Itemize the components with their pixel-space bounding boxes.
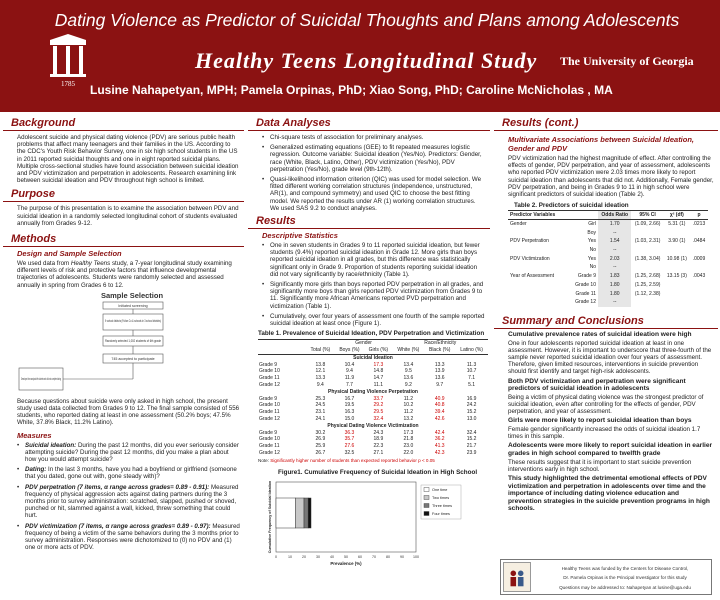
summary-text: One in four adolescents reported suicidal ideation at least in one assessment. However, it is important to underscore that three-fourth of the sample never reported suicidal ideation over four years of assessment. Therefore, given limited resources, interventions in suicide prevention should first identify and target high-risk adolescents. xyxy=(508,339,712,376)
table2-cell xyxy=(508,246,570,255)
table1-section-row: Physical Dating Violence Victimization xyxy=(327,422,419,429)
table2-cell: -- xyxy=(598,229,631,238)
table1-row: Grade 12 9.4 7.7 11.1 9.2 9.7 5.1 xyxy=(258,382,488,389)
table1-cell: 21.7 xyxy=(466,443,477,450)
table1-cell: 21.8 xyxy=(403,436,414,443)
summary-title: Summary and Conclusions xyxy=(494,315,718,329)
summary-body xyxy=(494,331,718,513)
measures-list xyxy=(17,442,240,552)
table1-cell: 27.6 xyxy=(344,443,355,450)
table1-cell: 11.2 xyxy=(403,409,414,416)
table2-cell: No xyxy=(589,264,596,271)
table2-cell: .0043 xyxy=(692,273,706,280)
table1-cell: 32.5 xyxy=(344,450,355,457)
table1-row: Grade 9 25.3 16.7 33.7 11.2 40.9 16.9 xyxy=(258,396,488,403)
flow-text-5: Developed from analysis left students who did not complete dating xyxy=(21,376,61,381)
table2-row xyxy=(508,219,708,228)
table2-cell: 2.03 xyxy=(598,255,631,264)
table1-row: Grade 12 26.7 32.5 27.1 22.0 42.3 23.9 xyxy=(258,450,488,457)
legend-label: Three times xyxy=(432,503,453,508)
analyses-list xyxy=(262,134,486,212)
table2-col-header xyxy=(570,211,598,220)
background-text: Adolescent suicide and physical dating violence (PDV) are serious public health problems that affect many teenagers and their families in the US. According to the CDC's Youth Risk Behavior Survey, one in six high school students in the US in 2011 reported suicidal thoughts and one in eight reported suicidal plans. Multiple cross-sectional studies have found association between suicidal ideation and PDV victimization and perpetration in adolescents. Research examining link between suicidal ideation and PDV throughout high school is limited. xyxy=(17,134,239,185)
x-tick-label: 10 xyxy=(288,554,292,559)
poster-subtitle: Healthy Teens Longitudinal Study xyxy=(195,48,538,73)
table2-cell: -- xyxy=(598,263,631,272)
x-tick-label: 80 xyxy=(386,554,390,559)
table2-cell xyxy=(631,298,663,307)
table1-cell: 17.3 xyxy=(403,429,414,436)
table2-cell xyxy=(664,298,690,307)
table2-cell xyxy=(690,298,708,307)
table1-cell: 9.4 xyxy=(345,368,353,375)
table2-col-header: p xyxy=(690,211,708,220)
table2-cell: 1.80 xyxy=(598,281,631,290)
table1-cell: 42.4 xyxy=(434,429,445,436)
table2-cell: 13.15 (3) xyxy=(666,273,687,280)
funding-line: Healthy Teens was funded by the Centers for Disease Control, xyxy=(561,566,689,571)
table2-cell: -- xyxy=(598,246,631,255)
table2-cell xyxy=(508,281,570,290)
purpose-title: Purpose xyxy=(3,188,244,202)
table1-cell: 35.7 xyxy=(344,436,355,443)
legend-swatch xyxy=(424,495,429,499)
table1-cell: 33.7 xyxy=(373,395,384,402)
table2-row xyxy=(508,237,708,246)
table1-cell: 9.4 xyxy=(316,382,324,389)
summary-text: Female gender significantly increased the odds of suicidal ideation 1.7 times in this sample. xyxy=(508,425,701,441)
table2 xyxy=(508,210,708,307)
x-tick-label: 100 xyxy=(413,554,419,559)
funding-box xyxy=(500,559,712,595)
table2-cell xyxy=(631,246,663,255)
legend-swatch xyxy=(424,511,429,515)
legend-swatch xyxy=(424,487,429,491)
flow-text-3: Randomly selected 1,002 students of 6th grade xyxy=(105,338,161,343)
table2-cell xyxy=(631,263,663,272)
table1-row: Grade 9 30.2 36.3 24.3 17.3 42.4 32.4 xyxy=(258,430,488,437)
table2-cell: Grade 9 xyxy=(577,273,596,280)
x-tick-label: 90 xyxy=(400,554,404,559)
table2-cell: Grade 11 xyxy=(575,290,596,297)
table2-cell xyxy=(664,263,690,272)
flowchart-title: Sample Selection xyxy=(100,290,164,300)
legend-label: Two times xyxy=(432,495,450,500)
table2-row xyxy=(508,298,708,307)
measure-item: • Dating: In the last 3 months, have you had a boyfriend or girlfriend (someone that you dated, gone out with, gone steady with)? xyxy=(17,466,240,480)
table2-cell: 1.83 xyxy=(598,272,631,281)
uga-arch-logo xyxy=(48,34,88,88)
measure-item: • PDV victimization (7 items, α range across grades= 0.89 - 0.97): Measured frequency of being a victim of the same behaviors during the 3 months prior to survey administration. Responses were dichotomized to (0) no PDV and (1) one or more acts of PDV. xyxy=(17,523,240,552)
table1-cell: 23.9 xyxy=(466,450,477,457)
table1-cell: 10.4 xyxy=(344,361,355,368)
table1-group-race: Race/Ethnicity xyxy=(393,340,488,347)
table2-cell xyxy=(690,229,708,238)
summary-heading: Cumulative prevalence rates of suicidal ideation were high xyxy=(508,330,692,338)
table2-cell xyxy=(631,229,663,238)
table1 xyxy=(258,339,488,457)
table1-cell: 42.6 xyxy=(434,416,445,423)
x-tick-label: 70 xyxy=(372,554,376,559)
table1-cell: 13.3 xyxy=(315,375,326,382)
descriptive-heading: Descriptive Statistics xyxy=(262,231,338,241)
table2-cell: (1.03, 2.31) xyxy=(634,238,661,245)
authors: Lusine Nahapetyan, MPH; Pamela Orpinas, PhD; Xiao Song, PhD; Caroline McNicholas , MA xyxy=(90,83,613,97)
table2-cell: PDV Victimization xyxy=(510,255,550,262)
table1-cell: 26.9 xyxy=(315,436,326,443)
result-item: • Significantly more girls than boys reported PDV perpetration in all grades, and significantly more boys than girls reported PDV victimization from Grades 9 to 11. Significantly more African Americans reported PVD perpetration and victimization (Table 1). xyxy=(262,281,486,310)
table1-title: Table 1. Prevalence of Suicidal Ideation, PDV Perpetration and Victimization xyxy=(258,330,485,338)
table2-cell: No xyxy=(589,247,596,254)
table1-row: Grade 12 24.1 15.0 32.4 13.2 42.6 13.0 xyxy=(258,416,488,423)
table2-col-header: Odds Ratio xyxy=(598,211,631,220)
table1-cell: 13.6 xyxy=(434,375,445,382)
table1-cell: 25.9 xyxy=(315,443,326,450)
table2-row xyxy=(508,263,708,272)
multivariate-text: PDV victimization had the highest magnitude of effect. After controlling the effects of gender, PDV perpetration, and year of assessment, adolescents who reported PDV victimization were 2.03 times more likely to report suicidal ideation than adolescents that did not. Additionally, Female gender, PDV perpetration, and being in Grades 9 to 11 in high school were significant predictors of suicidal ideation (Table 2). xyxy=(508,155,714,199)
table2-cell xyxy=(690,290,708,299)
table1-col-header: Girls (%) xyxy=(364,347,392,354)
table1-cell: 36.3 xyxy=(344,429,355,436)
table2-cell: (1.09, 2.66) xyxy=(634,220,661,227)
table2-cell: -- xyxy=(598,298,631,307)
table1-cell: 13.6 xyxy=(403,375,414,382)
pi-line: Dr. Pamela Orpinas is the Principal Investigator for this study xyxy=(563,575,687,580)
table2-cell xyxy=(508,298,570,307)
table2-cell xyxy=(508,229,570,238)
table1-cell: 11.2 xyxy=(403,395,414,402)
table2-cell xyxy=(508,263,570,272)
legend-label: One time xyxy=(432,487,448,492)
table1-cell: 29.2 xyxy=(373,402,384,409)
table2-cell: 1.54 xyxy=(598,237,631,246)
table2-row xyxy=(508,255,708,264)
analyses-title: Data Analyses xyxy=(248,117,490,131)
table1-cell: 11.3 xyxy=(466,361,477,368)
table1-group-gender: Gender xyxy=(335,340,393,347)
logo-year: 1785 xyxy=(61,80,75,88)
table1-col-header: Total (%) xyxy=(306,347,335,354)
bar-segment-one-time xyxy=(276,498,296,528)
results-list xyxy=(262,242,486,327)
x-tick-label: 40 xyxy=(330,554,334,559)
table1-cell: 27.1 xyxy=(373,450,384,457)
table1-cell: 13.9 xyxy=(434,368,445,375)
table1-cell: 16.3 xyxy=(344,409,355,416)
table1-cell: 29.5 xyxy=(373,409,384,416)
table1-cell: 39.4 xyxy=(434,409,445,416)
table2-cell: .0009 xyxy=(692,255,706,262)
table1-row: Grade 11 23.1 16.3 29.5 11.2 39.4 15.2 xyxy=(258,409,488,416)
table2-cell: (1.12, 2.38) xyxy=(634,290,661,297)
table2-cell xyxy=(690,246,708,255)
bar-segment-four-times xyxy=(308,498,311,528)
table2-cell: Girl xyxy=(588,220,596,227)
column-left xyxy=(3,117,244,597)
result-item: • Cumulatively, over four years of assessment one fourth of the sample reported suicidal ideation at least once (Figure 1). xyxy=(262,313,486,327)
x-tick-label: 50 xyxy=(344,554,348,559)
design-heading: Design and Sample Selection xyxy=(17,249,122,259)
figure1-chart xyxy=(262,478,490,568)
table1-cell: 30.2 xyxy=(315,429,326,436)
table1-cell: 9.5 xyxy=(404,368,412,375)
flow-text-1: Initiated screening xyxy=(118,303,148,308)
table2-cell: 3.90 (1) xyxy=(668,238,686,245)
table2-row xyxy=(508,229,708,238)
table1-cell: 10.2 xyxy=(403,402,414,409)
summary-heading: Both PDV victimization and perpetration were significant predictors of suicidal ideation in adolescents xyxy=(508,377,686,393)
design-text: We used data from Healthy Teens study, a 7-year longitudinal study examining different levels of risk and protective factors that influence developmental trajectories of adolescents. Students were randomly selected and assessed annually in spring from Grades 6 to 12. xyxy=(17,260,232,289)
table1-row: Grade 10 26.9 35.7 18.9 21.8 36.2 15.2 xyxy=(258,436,488,443)
table1-cell: 23.0 xyxy=(403,443,414,450)
table1-row: Grade 10 24.5 19.5 29.2 10.2 40.8 24.2 xyxy=(258,402,488,409)
table2-cell: Grade 10 xyxy=(575,281,596,288)
figure1-title: Figure1. Cumulative Frequency of Suicidal Ideation in High School xyxy=(278,468,478,476)
table1-col-header: Latino (%) xyxy=(455,347,488,354)
table1-section-row: Physical Dating Violence Perpetration xyxy=(328,388,418,395)
analysis-item: • Quasi-likelihood information criterion (QIC) was used for model selection. We fitted different working correlation structures (independence, unstructured, AR(1), and compound symmetry) and used QIC to choose the best fitting model. We reported the results under AR (1) working correlation structures. We used SAS 9.2 to conduct analyses. xyxy=(262,176,486,212)
summary-heading: This study highlighted the detrimental emotional effects of PDV victimization and perpetration in adolescents over time and the importance of including dating violence education and prevention strategies in the suicide prevention programs in high schools. xyxy=(508,474,710,513)
table2-cell xyxy=(664,246,690,255)
table2-row xyxy=(508,246,708,255)
table2-cell: 5.31 (1) xyxy=(668,220,686,227)
bar-segment-three-times xyxy=(304,498,308,528)
results-title: Results xyxy=(248,215,490,229)
table2-col-header: 95% CI xyxy=(631,211,663,220)
measures-heading: Measures xyxy=(17,430,52,440)
table1-cell: 16.7 xyxy=(344,395,355,402)
flow-text-2: 9 school districts (Fulton Co & schools in 3 school districts) xyxy=(105,318,161,323)
table1-cell: 40.8 xyxy=(434,402,445,409)
table2-cell: PDV Perpetration xyxy=(510,238,549,245)
table1-row: Grade 11 13.3 11.9 14.7 13.6 13.6 7.1 xyxy=(258,375,488,382)
table1-cell: 11.1 xyxy=(373,382,384,389)
table2-cell: .0213 xyxy=(692,220,706,227)
table1-cell: 41.3 xyxy=(434,443,445,450)
table2-cell: Boy xyxy=(587,229,596,236)
x-tick-label: 0 xyxy=(275,554,277,559)
y-axis-label: Cumulative Frequency of Suicidal Ideation xyxy=(268,480,272,554)
table2-cell: Grade 12 xyxy=(575,299,596,306)
table2-title: Table 2. Predictors of suicidal ideation xyxy=(514,202,629,210)
legend-label: Four times xyxy=(432,511,450,516)
table2-cell xyxy=(690,281,708,290)
background-title: Background xyxy=(3,117,244,131)
table1-cell: 24.2 xyxy=(466,402,477,409)
table1-cell: 7.1 xyxy=(468,375,476,382)
table1-cell: 17.3 xyxy=(373,361,384,368)
summary-heading: Adolescents were more likely to report suicidal ideation in earlier grades in high school compared to twelfth grade xyxy=(508,442,713,457)
sample-text: Because questions about suicide were only asked in high school, the present study used data collected from Grades 9 to 12. The final sample consisted of 556 students, who reported dating at least in one assessment (50.2% boys; 47.5% White, 37.8% Black, 11.2% Latino). xyxy=(17,397,240,427)
column-right xyxy=(494,117,718,597)
x-tick-label: 30 xyxy=(316,554,320,559)
table2-cell: 1.80 xyxy=(598,290,631,299)
x-axis-label: Prevalence (%) xyxy=(330,560,362,566)
x-tick-label: 20 xyxy=(302,554,306,559)
table1-cell: 9.7 xyxy=(436,382,444,389)
table1-cell: 13.3 xyxy=(434,361,445,368)
table1-cell: 24.3 xyxy=(373,429,384,436)
table1-section-row: Suicidal Ideation xyxy=(353,354,393,361)
table1-cell: 5.1 xyxy=(468,382,476,389)
measure-item: • Suicidal ideation: During the past 12 months, did you ever seriously consider attempting suicide? During the past 12 months, did you make a plan about how you would attempt suicide? xyxy=(17,442,240,464)
table1-cell: 24.5 xyxy=(315,402,326,409)
results-cont-title: Results (cont.) xyxy=(494,117,718,131)
table2-row xyxy=(508,272,708,281)
table2-cell: 1.70 xyxy=(598,219,631,228)
table1-cell: 13.4 xyxy=(403,361,414,368)
table1-cell: 13.0 xyxy=(466,416,477,423)
table1-note: Note: Significantly higher number of students than expected reported behavior p < 0.05 xyxy=(258,457,435,463)
summary-heading: Girls were more likely to report suicidal ideation than boys xyxy=(508,417,692,425)
summary-text: Being a victim of physical dating violence was the strongest predictor of suicidal ideation, even after controlling for the effects of gender, PDV perpetration, and year of assessment. xyxy=(508,393,704,416)
table2-cell: Gender xyxy=(510,220,527,227)
table2-col-header: Predictor Variables xyxy=(508,211,570,220)
table2-cell: (1.38, 3.04) xyxy=(634,255,661,262)
x-tick-label: 60 xyxy=(358,554,362,559)
analysis-item: • Chi-square tests of association for preliminary analyses. xyxy=(262,134,486,141)
table2-row xyxy=(508,281,708,290)
table2-cell: Year of Assessment xyxy=(510,273,555,280)
sample-selection-flowchart xyxy=(17,291,243,396)
table2-cell xyxy=(664,229,690,238)
university-name: The University of Georgia xyxy=(560,54,694,68)
table1-cell: 16.9 xyxy=(466,395,477,402)
table1-cell: 19.5 xyxy=(344,402,355,409)
table1-cell: 15.2 xyxy=(466,409,477,416)
table1-row: Grade 10 12.1 9.4 14.8 9.5 13.9 10.7 xyxy=(258,368,488,375)
table1-cell: 22.0 xyxy=(403,450,414,457)
table1-row: Grade 11 25.9 27.6 22.3 23.0 41.3 21.7 xyxy=(258,443,488,450)
table2-cell: (1.25, 2.68) xyxy=(634,273,661,280)
table1-cell: 40.9 xyxy=(434,395,445,402)
table1-cell: 42.3 xyxy=(434,450,445,457)
table1-cell: 36.2 xyxy=(434,436,445,443)
table1-col-header: Black (%) xyxy=(424,347,455,354)
table1-cell: 22.3 xyxy=(373,443,384,450)
table1-cell: 13.2 xyxy=(403,416,414,423)
table2-col-header: χ² (df) xyxy=(664,211,690,220)
healthy-teens-logo-icon xyxy=(503,562,531,592)
flow-text-4: 745 accepted to participate xyxy=(111,356,155,361)
table2-cell xyxy=(690,263,708,272)
table1-cell: 12.1 xyxy=(315,368,326,375)
legend-swatch xyxy=(424,503,429,507)
table1-cell: 25.3 xyxy=(315,395,326,402)
table1-cell: 18.9 xyxy=(373,436,384,443)
table1-row: Grade 9 13.8 10.4 17.3 13.4 13.3 11.3 xyxy=(258,362,488,369)
table1-cell: 32.4 xyxy=(466,429,477,436)
table1-col-header: Boys (%) xyxy=(335,347,364,354)
table1-cell: 10.7 xyxy=(466,368,477,375)
table1-cell: 7.7 xyxy=(345,382,353,389)
analysis-item: • Generalized estimating equations (GEE) to fit repeated measures logistic regression. Outcome variable: Suicidal ideation (Yes/No). Predictors: Gender, race (White, Black, Latino, Other), PDV victimization (Yes/No), PDV perpetration (Yes/No), grade level (9th-12th). xyxy=(262,144,486,173)
table2-cell: Yes xyxy=(587,255,596,262)
table2-cell: Yes xyxy=(587,238,596,245)
result-item: • One in seven students in Grades 9 to 11 reported suicidal ideation, but fewer students (9.4%) reported suicidal ideation in Grade 12. More girls than boys reported suicidal ideation in all grades, but this difference was statistically significant only in Grade 9. Proportion of students reporting suicidal ideation did not vary significantly by race/ethnicity (Table 1). xyxy=(262,242,486,278)
table1-cell: 13.8 xyxy=(315,361,326,368)
purpose-text: The purpose of this presentation is to examine the association between PDV and suicidal ideation in a randomly selected longitudinal cohort of students evaluated annually from Grades 9-12. xyxy=(17,205,239,227)
poster-header xyxy=(0,0,720,112)
bar-segment-two-times xyxy=(296,498,304,528)
table2-cell: .0484 xyxy=(692,238,706,245)
table1-cell: 11.9 xyxy=(344,375,355,382)
table1-col-header: White (%) xyxy=(393,347,425,354)
table1-cell: 23.1 xyxy=(315,409,326,416)
table2-cell xyxy=(664,281,690,290)
poster-title: Dating Violence as Predictor of Suicidal Thoughts and Plans among Adolescents xyxy=(54,10,680,30)
contact-line: Questions may be addressed to: Nahapetyan at lusine@uga.edu xyxy=(559,585,691,590)
table2-cell: 10.98 (1) xyxy=(666,255,687,262)
table1-cell: 26.7 xyxy=(315,450,326,457)
table2-row xyxy=(508,290,708,299)
column-middle xyxy=(248,117,490,597)
methods-title: Methods xyxy=(3,233,244,247)
table1-cell: 9.2 xyxy=(404,382,412,389)
multivariate-heading: Multivariate Associations between Suicidal Ideation, Gender and PDV xyxy=(508,135,695,153)
table1-cell: 14.7 xyxy=(373,375,384,382)
table2-cell xyxy=(508,290,570,299)
measure-item: • PDV perpetration (7 items, α range across grades= 0.89 - 0.91): Measured frequency of physical aggression acts against dating partners during the 3 months prior to survey administration: scratched, slapped, pushed or shoved, punched or hit, slammed against a wall, kicked, threw something that could hurt. xyxy=(17,484,240,520)
table2-cell xyxy=(664,290,690,299)
table2-cell: (1.25, 2.59) xyxy=(634,281,661,288)
table1-cell: 15.0 xyxy=(344,416,355,423)
table1-cell: 15.2 xyxy=(466,436,477,443)
summary-text: These results suggest that it is important to start suicide prevention interventions early in high school. xyxy=(508,458,692,473)
table1-cell: 14.8 xyxy=(373,368,384,375)
table1-cell: 32.4 xyxy=(373,416,384,423)
table1-cell: 24.1 xyxy=(315,416,326,423)
